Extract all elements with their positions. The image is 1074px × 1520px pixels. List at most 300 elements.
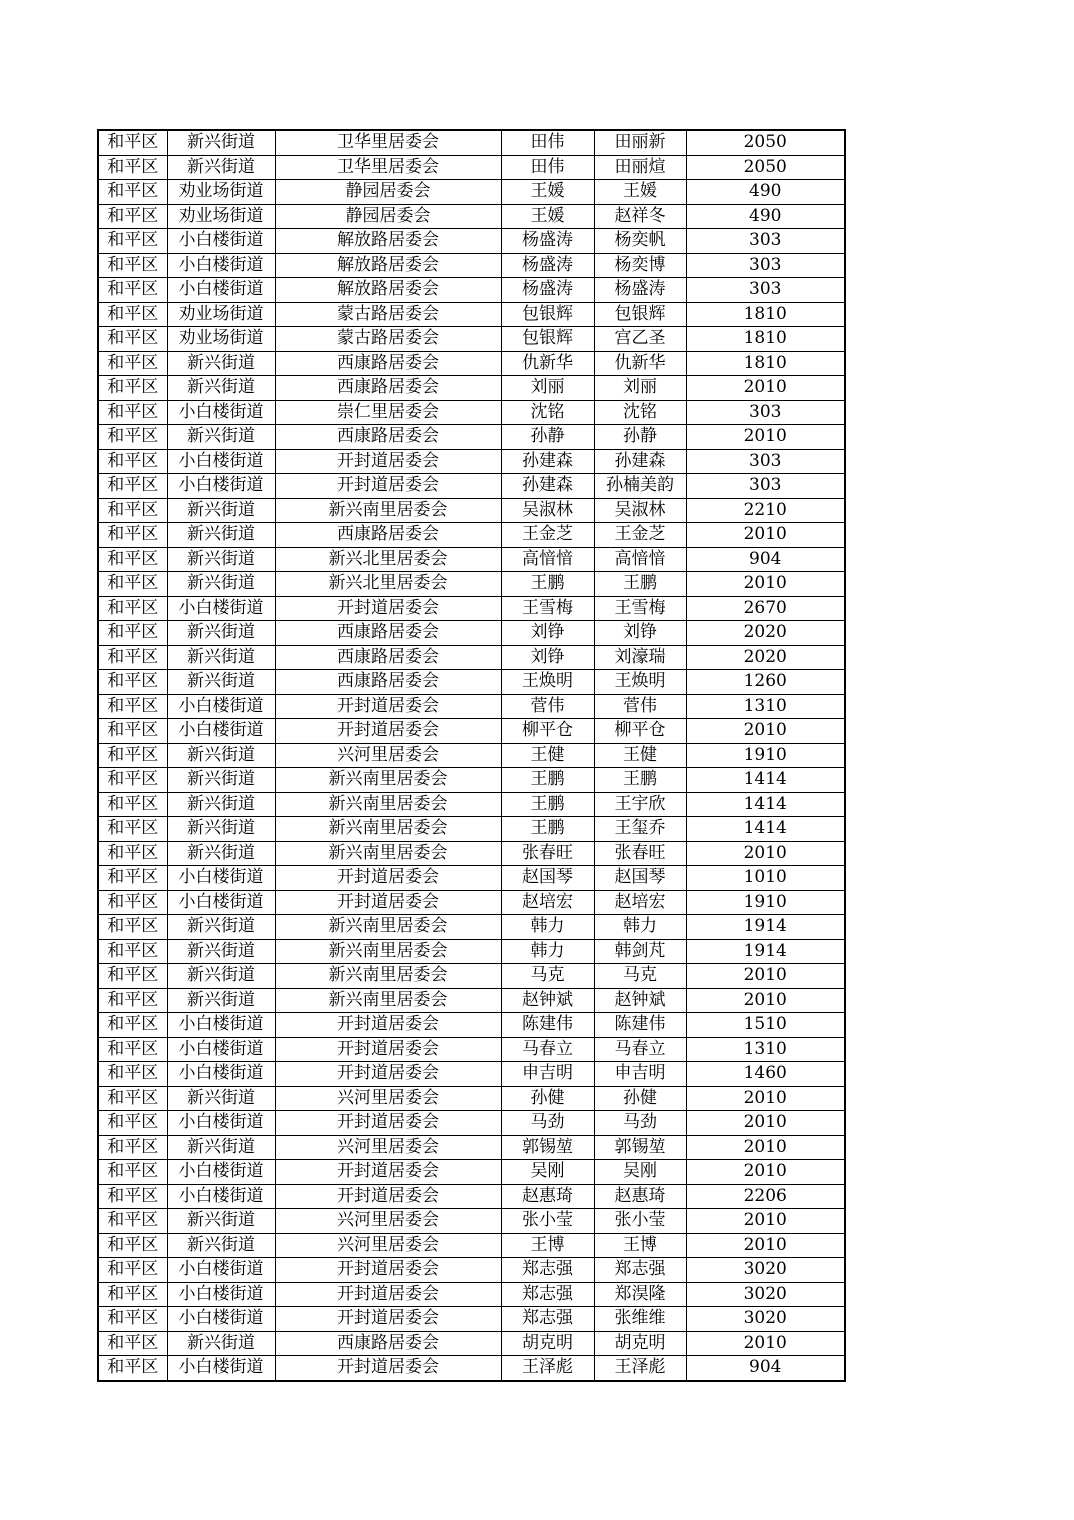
applicant-cell: 刘丽 bbox=[501, 376, 594, 401]
district-cell: 和平区 bbox=[98, 645, 167, 670]
member-cell: 申吉明 bbox=[594, 1062, 686, 1087]
member-cell: 沈铭 bbox=[594, 400, 686, 425]
committee-cell: 西康路居委会 bbox=[275, 351, 501, 376]
amount-cell: 303 bbox=[686, 278, 845, 303]
district-cell: 和平区 bbox=[98, 130, 167, 155]
district-cell: 和平区 bbox=[98, 180, 167, 205]
applicant-cell: 吴淑林 bbox=[501, 498, 594, 523]
table-row bbox=[98, 400, 845, 425]
district-cell: 和平区 bbox=[98, 204, 167, 229]
street-cell: 小白楼街道 bbox=[167, 1013, 275, 1038]
amount-cell: 1010 bbox=[686, 866, 845, 891]
street-cell: 新兴街道 bbox=[167, 988, 275, 1013]
district-cell: 和平区 bbox=[98, 302, 167, 327]
amount-cell: 2210 bbox=[686, 498, 845, 523]
applicant-cell: 赵国琴 bbox=[501, 866, 594, 891]
street-cell: 小白楼街道 bbox=[167, 1258, 275, 1283]
committee-cell: 静园居委会 bbox=[275, 180, 501, 205]
table-row bbox=[98, 1307, 845, 1332]
table-row bbox=[98, 792, 845, 817]
committee-cell: 开封道居委会 bbox=[275, 694, 501, 719]
street-cell: 劝业场街道 bbox=[167, 204, 275, 229]
applicant-cell: 吴刚 bbox=[501, 1160, 594, 1185]
street-cell: 新兴街道 bbox=[167, 915, 275, 940]
committee-cell: 解放路居委会 bbox=[275, 229, 501, 254]
district-cell: 和平区 bbox=[98, 743, 167, 768]
amount-cell: 2010 bbox=[686, 572, 845, 597]
applicant-cell: 杨盛涛 bbox=[501, 253, 594, 278]
table-row bbox=[98, 1233, 845, 1258]
amount-cell: 1414 bbox=[686, 792, 845, 817]
table-row bbox=[98, 547, 845, 572]
committee-cell: 新兴南里居委会 bbox=[275, 792, 501, 817]
street-cell: 新兴街道 bbox=[167, 1331, 275, 1356]
table-row bbox=[98, 915, 845, 940]
member-cell: 王泽彪 bbox=[594, 1356, 686, 1381]
amount-cell: 1310 bbox=[686, 694, 845, 719]
committee-cell: 开封道居委会 bbox=[275, 449, 501, 474]
district-cell: 和平区 bbox=[98, 964, 167, 989]
table-row bbox=[98, 572, 845, 597]
member-cell: 刘铮 bbox=[594, 621, 686, 646]
member-cell: 赵钟斌 bbox=[594, 988, 686, 1013]
applicant-cell: 韩力 bbox=[501, 915, 594, 940]
district-cell: 和平区 bbox=[98, 915, 167, 940]
member-cell: 王博 bbox=[594, 1233, 686, 1258]
table-row bbox=[98, 1037, 845, 1062]
applicant-cell: 马劲 bbox=[501, 1111, 594, 1136]
street-cell: 新兴街道 bbox=[167, 523, 275, 548]
table-row bbox=[98, 278, 845, 303]
applicant-cell: 菅伟 bbox=[501, 694, 594, 719]
applicant-cell: 王媛 bbox=[501, 204, 594, 229]
committee-cell: 西康路居委会 bbox=[275, 621, 501, 646]
amount-cell: 2206 bbox=[686, 1184, 845, 1209]
amount-cell: 1910 bbox=[686, 743, 845, 768]
street-cell: 小白楼街道 bbox=[167, 253, 275, 278]
member-cell: 刘丽 bbox=[594, 376, 686, 401]
street-cell: 新兴街道 bbox=[167, 1135, 275, 1160]
amount-cell: 2010 bbox=[686, 523, 845, 548]
amount-cell: 2010 bbox=[686, 1111, 845, 1136]
street-cell: 新兴街道 bbox=[167, 376, 275, 401]
table-row bbox=[98, 1062, 845, 1087]
applicant-cell: 王鹏 bbox=[501, 572, 594, 597]
amount-cell: 2010 bbox=[686, 1233, 845, 1258]
applicant-cell: 赵培宏 bbox=[501, 890, 594, 915]
street-cell: 新兴街道 bbox=[167, 155, 275, 180]
street-cell: 小白楼街道 bbox=[167, 449, 275, 474]
table-row bbox=[98, 302, 845, 327]
table-row bbox=[98, 1160, 845, 1185]
applicant-cell: 王泽彪 bbox=[501, 1356, 594, 1381]
table-row bbox=[98, 229, 845, 254]
committee-cell: 卫华里居委会 bbox=[275, 130, 501, 155]
street-cell: 新兴街道 bbox=[167, 498, 275, 523]
table-row bbox=[98, 841, 845, 866]
applicant-cell: 郑志强 bbox=[501, 1307, 594, 1332]
applicant-cell: 王鹏 bbox=[501, 792, 594, 817]
district-cell: 和平区 bbox=[98, 890, 167, 915]
amount-cell: 490 bbox=[686, 204, 845, 229]
committee-cell: 开封道居委会 bbox=[275, 1258, 501, 1283]
table-row bbox=[98, 253, 845, 278]
amount-cell: 904 bbox=[686, 547, 845, 572]
district-cell: 和平区 bbox=[98, 841, 167, 866]
table-row bbox=[98, 425, 845, 450]
committee-cell: 蒙古路居委会 bbox=[275, 302, 501, 327]
district-cell: 和平区 bbox=[98, 449, 167, 474]
applicant-cell: 沈铭 bbox=[501, 400, 594, 425]
district-cell: 和平区 bbox=[98, 278, 167, 303]
committee-cell: 新兴南里居委会 bbox=[275, 841, 501, 866]
committee-cell: 开封道居委会 bbox=[275, 474, 501, 499]
district-cell: 和平区 bbox=[98, 719, 167, 744]
district-cell: 和平区 bbox=[98, 376, 167, 401]
amount-cell: 2010 bbox=[686, 841, 845, 866]
amount-cell: 2010 bbox=[686, 988, 845, 1013]
applicant-cell: 杨盛涛 bbox=[501, 229, 594, 254]
district-cell: 和平区 bbox=[98, 792, 167, 817]
amount-cell: 1414 bbox=[686, 768, 845, 793]
amount-cell: 2050 bbox=[686, 130, 845, 155]
table-row bbox=[98, 376, 845, 401]
amount-cell: 2010 bbox=[686, 1135, 845, 1160]
applicant-cell: 郑志强 bbox=[501, 1282, 594, 1307]
amount-cell: 303 bbox=[686, 253, 845, 278]
district-cell: 和平区 bbox=[98, 1356, 167, 1381]
committee-cell: 开封道居委会 bbox=[275, 719, 501, 744]
member-cell: 胡克明 bbox=[594, 1331, 686, 1356]
district-cell: 和平区 bbox=[98, 425, 167, 450]
applicant-cell: 张春旺 bbox=[501, 841, 594, 866]
table-row bbox=[98, 670, 845, 695]
street-cell: 小白楼街道 bbox=[167, 474, 275, 499]
street-cell: 小白楼街道 bbox=[167, 1282, 275, 1307]
member-cell: 张维维 bbox=[594, 1307, 686, 1332]
street-cell: 小白楼街道 bbox=[167, 229, 275, 254]
district-cell: 和平区 bbox=[98, 1135, 167, 1160]
table-row bbox=[98, 204, 845, 229]
street-cell: 新兴街道 bbox=[167, 1086, 275, 1111]
district-cell: 和平区 bbox=[98, 670, 167, 695]
committee-cell: 西康路居委会 bbox=[275, 376, 501, 401]
committee-cell: 蒙古路居委会 bbox=[275, 327, 501, 352]
amount-cell: 2010 bbox=[686, 1331, 845, 1356]
amount-cell: 2010 bbox=[686, 964, 845, 989]
table-row bbox=[98, 1209, 845, 1234]
amount-cell: 1260 bbox=[686, 670, 845, 695]
district-cell: 和平区 bbox=[98, 229, 167, 254]
table-row bbox=[98, 1135, 845, 1160]
committee-cell: 兴河里居委会 bbox=[275, 1135, 501, 1160]
street-cell: 小白楼街道 bbox=[167, 694, 275, 719]
member-cell: 马劲 bbox=[594, 1111, 686, 1136]
committee-cell: 新兴南里居委会 bbox=[275, 768, 501, 793]
committee-cell: 开封道居委会 bbox=[275, 1184, 501, 1209]
district-cell: 和平区 bbox=[98, 621, 167, 646]
member-cell: 孙建森 bbox=[594, 449, 686, 474]
committee-cell: 开封道居委会 bbox=[275, 596, 501, 621]
street-cell: 小白楼街道 bbox=[167, 596, 275, 621]
member-cell: 王雪梅 bbox=[594, 596, 686, 621]
amount-cell: 2010 bbox=[686, 376, 845, 401]
committee-cell: 崇仁里居委会 bbox=[275, 400, 501, 425]
member-cell: 王金芝 bbox=[594, 523, 686, 548]
member-cell: 张小莹 bbox=[594, 1209, 686, 1234]
street-cell: 新兴街道 bbox=[167, 817, 275, 842]
amount-cell: 2020 bbox=[686, 645, 845, 670]
street-cell: 小白楼街道 bbox=[167, 1037, 275, 1062]
table-row bbox=[98, 498, 845, 523]
applicant-cell: 王鹏 bbox=[501, 768, 594, 793]
street-cell: 新兴街道 bbox=[167, 964, 275, 989]
applicant-cell: 孙静 bbox=[501, 425, 594, 450]
committee-cell: 开封道居委会 bbox=[275, 1062, 501, 1087]
member-cell: 郑淏隆 bbox=[594, 1282, 686, 1307]
amount-cell: 2010 bbox=[686, 1086, 845, 1111]
district-cell: 和平区 bbox=[98, 694, 167, 719]
applicant-cell: 孙建森 bbox=[501, 474, 594, 499]
street-cell: 新兴街道 bbox=[167, 841, 275, 866]
committee-cell: 新兴南里居委会 bbox=[275, 817, 501, 842]
table-row bbox=[98, 866, 845, 891]
district-cell: 和平区 bbox=[98, 1062, 167, 1087]
committee-cell: 兴河里居委会 bbox=[275, 1086, 501, 1111]
district-cell: 和平区 bbox=[98, 474, 167, 499]
street-cell: 新兴街道 bbox=[167, 351, 275, 376]
applicant-cell: 陈建伟 bbox=[501, 1013, 594, 1038]
amount-cell: 2050 bbox=[686, 155, 845, 180]
district-cell: 和平区 bbox=[98, 1184, 167, 1209]
table-row bbox=[98, 180, 845, 205]
district-cell: 和平区 bbox=[98, 523, 167, 548]
amount-cell: 2020 bbox=[686, 621, 845, 646]
member-cell: 孙健 bbox=[594, 1086, 686, 1111]
amount-cell: 3020 bbox=[686, 1282, 845, 1307]
member-cell: 王健 bbox=[594, 743, 686, 768]
member-cell: 陈建伟 bbox=[594, 1013, 686, 1038]
amount-cell: 1810 bbox=[686, 302, 845, 327]
table-body bbox=[98, 130, 845, 1381]
applicant-cell: 王焕明 bbox=[501, 670, 594, 695]
member-cell: 高愔愔 bbox=[594, 547, 686, 572]
member-cell: 韩力 bbox=[594, 915, 686, 940]
district-cell: 和平区 bbox=[98, 1209, 167, 1234]
table-row bbox=[98, 474, 845, 499]
table-row bbox=[98, 890, 845, 915]
amount-cell: 303 bbox=[686, 449, 845, 474]
street-cell: 小白楼街道 bbox=[167, 719, 275, 744]
table-row bbox=[98, 1013, 845, 1038]
applicant-cell: 马春立 bbox=[501, 1037, 594, 1062]
committee-cell: 西康路居委会 bbox=[275, 1331, 501, 1356]
street-cell: 新兴街道 bbox=[167, 768, 275, 793]
table-row bbox=[98, 1356, 845, 1381]
member-cell: 杨盛涛 bbox=[594, 278, 686, 303]
amount-cell: 490 bbox=[686, 180, 845, 205]
table-row bbox=[98, 1111, 845, 1136]
amount-cell: 1910 bbox=[686, 890, 845, 915]
committee-cell: 开封道居委会 bbox=[275, 1013, 501, 1038]
applicant-cell: 张小莹 bbox=[501, 1209, 594, 1234]
amount-cell: 1460 bbox=[686, 1062, 845, 1087]
committee-cell: 解放路居委会 bbox=[275, 278, 501, 303]
district-cell: 和平区 bbox=[98, 1331, 167, 1356]
applicant-cell: 田伟 bbox=[501, 130, 594, 155]
member-cell: 赵惠琦 bbox=[594, 1184, 686, 1209]
committee-cell: 新兴北里居委会 bbox=[275, 547, 501, 572]
district-cell: 和平区 bbox=[98, 988, 167, 1013]
applicant-cell: 赵钟斌 bbox=[501, 988, 594, 1013]
committee-cell: 静园居委会 bbox=[275, 204, 501, 229]
table-row bbox=[98, 1258, 845, 1283]
table-row bbox=[98, 596, 845, 621]
amount-cell: 2010 bbox=[686, 1160, 845, 1185]
street-cell: 小白楼街道 bbox=[167, 1307, 275, 1332]
amount-cell: 1810 bbox=[686, 327, 845, 352]
member-cell: 宫乙圣 bbox=[594, 327, 686, 352]
applicant-cell: 仇新华 bbox=[501, 351, 594, 376]
street-cell: 小白楼街道 bbox=[167, 1111, 275, 1136]
district-cell: 和平区 bbox=[98, 768, 167, 793]
district-cell: 和平区 bbox=[98, 351, 167, 376]
table-row bbox=[98, 621, 845, 646]
table-row bbox=[98, 155, 845, 180]
district-cell: 和平区 bbox=[98, 1258, 167, 1283]
applicant-cell: 申吉明 bbox=[501, 1062, 594, 1087]
table-row bbox=[98, 130, 845, 155]
committee-cell: 新兴南里居委会 bbox=[275, 964, 501, 989]
table-row bbox=[98, 988, 845, 1013]
amount-cell: 2010 bbox=[686, 1209, 845, 1234]
member-cell: 菅伟 bbox=[594, 694, 686, 719]
district-cell: 和平区 bbox=[98, 939, 167, 964]
street-cell: 小白楼街道 bbox=[167, 1184, 275, 1209]
district-cell: 和平区 bbox=[98, 400, 167, 425]
street-cell: 新兴街道 bbox=[167, 743, 275, 768]
table-row bbox=[98, 939, 845, 964]
applicant-cell: 刘铮 bbox=[501, 621, 594, 646]
amount-cell: 2010 bbox=[686, 425, 845, 450]
member-cell: 田丽新 bbox=[594, 130, 686, 155]
member-cell: 包银辉 bbox=[594, 302, 686, 327]
street-cell: 劝业场街道 bbox=[167, 302, 275, 327]
amount-cell: 1914 bbox=[686, 915, 845, 940]
applicant-cell: 王博 bbox=[501, 1233, 594, 1258]
district-cell: 和平区 bbox=[98, 1160, 167, 1185]
street-cell: 新兴街道 bbox=[167, 547, 275, 572]
member-cell: 王媛 bbox=[594, 180, 686, 205]
district-cell: 和平区 bbox=[98, 817, 167, 842]
member-cell: 马春立 bbox=[594, 1037, 686, 1062]
applicant-cell: 刘铮 bbox=[501, 645, 594, 670]
street-cell: 小白楼街道 bbox=[167, 1160, 275, 1185]
applicant-cell: 王金芝 bbox=[501, 523, 594, 548]
committee-cell: 兴河里居委会 bbox=[275, 1209, 501, 1234]
committee-cell: 开封道居委会 bbox=[275, 1307, 501, 1332]
member-cell: 杨奕帆 bbox=[594, 229, 686, 254]
amount-cell: 1914 bbox=[686, 939, 845, 964]
applicant-cell: 杨盛涛 bbox=[501, 278, 594, 303]
table-row bbox=[98, 1331, 845, 1356]
committee-cell: 开封道居委会 bbox=[275, 1282, 501, 1307]
street-cell: 小白楼街道 bbox=[167, 1356, 275, 1381]
district-cell: 和平区 bbox=[98, 866, 167, 891]
street-cell: 新兴街道 bbox=[167, 572, 275, 597]
member-cell: 郑志强 bbox=[594, 1258, 686, 1283]
street-cell: 新兴街道 bbox=[167, 1209, 275, 1234]
district-cell: 和平区 bbox=[98, 1233, 167, 1258]
table-row bbox=[98, 694, 845, 719]
district-cell: 和平区 bbox=[98, 155, 167, 180]
committee-cell: 新兴南里居委会 bbox=[275, 939, 501, 964]
district-cell: 和平区 bbox=[98, 596, 167, 621]
district-cell: 和平区 bbox=[98, 1086, 167, 1111]
amount-cell: 1310 bbox=[686, 1037, 845, 1062]
member-cell: 孙楠美韵 bbox=[594, 474, 686, 499]
district-cell: 和平区 bbox=[98, 1307, 167, 1332]
member-cell: 郭锡堃 bbox=[594, 1135, 686, 1160]
street-cell: 新兴街道 bbox=[167, 645, 275, 670]
street-cell: 劝业场街道 bbox=[167, 327, 275, 352]
amount-cell: 303 bbox=[686, 400, 845, 425]
committee-cell: 开封道居委会 bbox=[275, 1160, 501, 1185]
committee-cell: 新兴南里居委会 bbox=[275, 915, 501, 940]
street-cell: 小白楼街道 bbox=[167, 278, 275, 303]
member-cell: 王焕明 bbox=[594, 670, 686, 695]
committee-cell: 新兴北里居委会 bbox=[275, 572, 501, 597]
amount-cell: 1510 bbox=[686, 1013, 845, 1038]
data-table bbox=[97, 129, 846, 1382]
table-row bbox=[98, 719, 845, 744]
table-row bbox=[98, 327, 845, 352]
street-cell: 新兴街道 bbox=[167, 621, 275, 646]
member-cell: 王玺乔 bbox=[594, 817, 686, 842]
district-cell: 和平区 bbox=[98, 327, 167, 352]
amount-cell: 2010 bbox=[686, 719, 845, 744]
street-cell: 新兴街道 bbox=[167, 939, 275, 964]
street-cell: 小白楼街道 bbox=[167, 400, 275, 425]
member-cell: 吴淑林 bbox=[594, 498, 686, 523]
applicant-cell: 郭锡堃 bbox=[501, 1135, 594, 1160]
member-cell: 王宇欣 bbox=[594, 792, 686, 817]
committee-cell: 开封道居委会 bbox=[275, 1356, 501, 1381]
district-cell: 和平区 bbox=[98, 547, 167, 572]
committee-cell: 开封道居委会 bbox=[275, 890, 501, 915]
district-cell: 和平区 bbox=[98, 1282, 167, 1307]
street-cell: 劝业场街道 bbox=[167, 180, 275, 205]
applicant-cell: 王健 bbox=[501, 743, 594, 768]
member-cell: 柳平仓 bbox=[594, 719, 686, 744]
member-cell: 刘濠瑞 bbox=[594, 645, 686, 670]
member-cell: 王鹏 bbox=[594, 572, 686, 597]
table-row bbox=[98, 1086, 845, 1111]
committee-cell: 卫华里居委会 bbox=[275, 155, 501, 180]
street-cell: 新兴街道 bbox=[167, 130, 275, 155]
committee-cell: 西康路居委会 bbox=[275, 523, 501, 548]
applicant-cell: 王鹏 bbox=[501, 817, 594, 842]
member-cell: 赵国琴 bbox=[594, 866, 686, 891]
applicant-cell: 王媛 bbox=[501, 180, 594, 205]
committee-cell: 西康路居委会 bbox=[275, 670, 501, 695]
amount-cell: 1414 bbox=[686, 817, 845, 842]
amount-cell: 3020 bbox=[686, 1258, 845, 1283]
member-cell: 王鹏 bbox=[594, 768, 686, 793]
street-cell: 新兴街道 bbox=[167, 425, 275, 450]
committee-cell: 开封道居委会 bbox=[275, 1111, 501, 1136]
amount-cell: 3020 bbox=[686, 1307, 845, 1332]
